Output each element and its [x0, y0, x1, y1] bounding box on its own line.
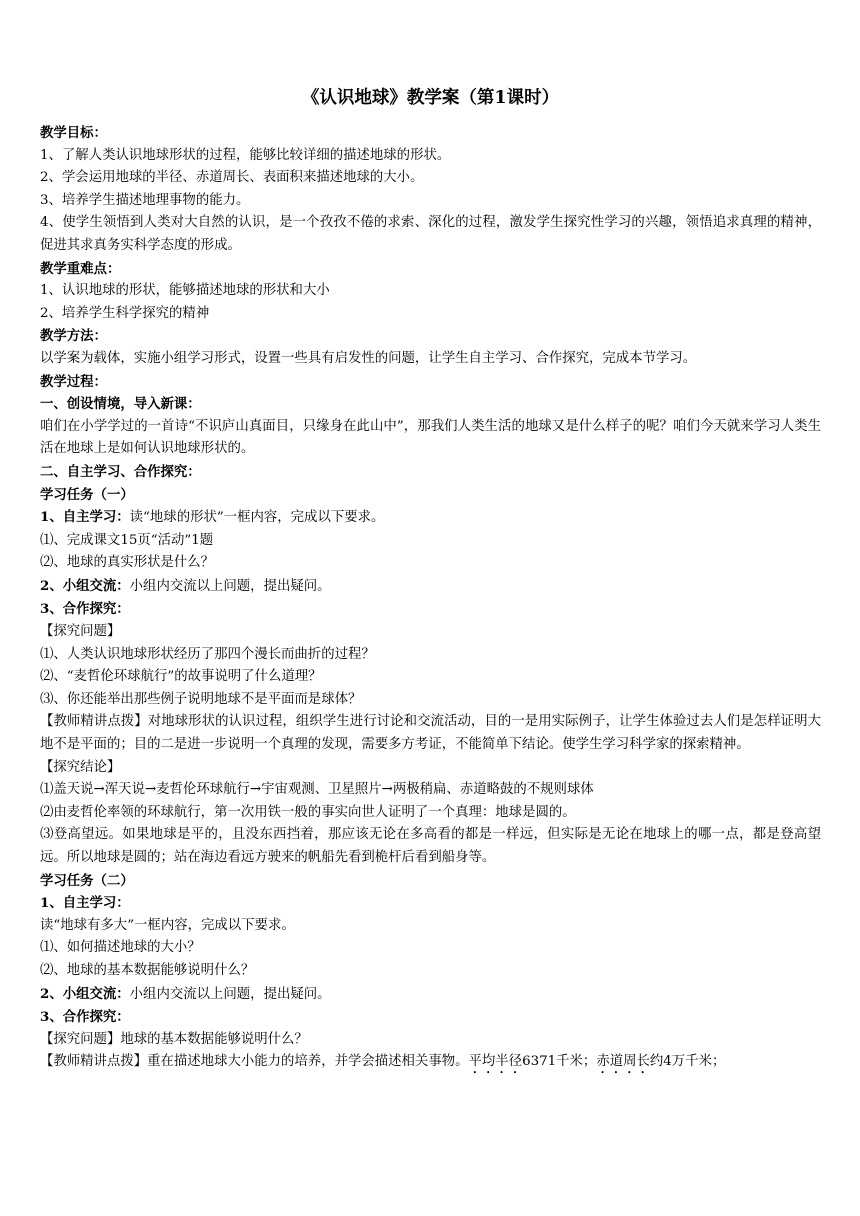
task2-step1: 1、自主学习：: [40, 895, 130, 912]
step-text: 小组内交流以上问题，提出疑问。: [129, 986, 331, 1002]
key-point-item: 2、培养学生科学探究的精神: [40, 305, 210, 321]
goal-item: 3、培养学生描述地理事物的能力。: [40, 192, 250, 208]
method-text: 以学案为载体，实施小组学习形式，设置一些具有启发性的问题，让学生自主学习、合作探究，完成本节学习。: [40, 350, 697, 366]
task2-step3: 3、合作探究：: [40, 1009, 130, 1026]
conclusion-item: ⑵由麦哲伦率领的环球航行，第一次用铁一般的事实向世人证明了一个真理：地球是圆的。: [40, 804, 576, 820]
teacher-guidance: [40, 711, 821, 756]
step-label: 1、自主学习：: [40, 509, 130, 526]
teacher-label: 【教师精讲点拨】: [40, 1054, 148, 1070]
goal-item: 2、学会运用地球的半径、赤道周长、表面积来描述地球的大小。: [40, 170, 424, 186]
conclusion-label: 【探究结论】: [40, 759, 121, 775]
term-value: 约4万千米；: [649, 1054, 726, 1070]
task1-step1-item: ⑴、完成课文15页“活动”1题: [40, 532, 214, 548]
document-body: [40, 86, 821, 1077]
teacher-label: 【教师精讲点拨】: [40, 714, 148, 730]
task1-heading: 学习任务（一）: [40, 486, 134, 503]
question-item: ⑶、你还能举出那些例子说明地球不是平面而是球体？: [40, 691, 362, 707]
questions-label: 【探究问题】: [40, 624, 121, 640]
task2-step2: [40, 983, 821, 1007]
step-label: 2、小组交流：: [40, 985, 130, 1002]
emphasized-term: 赤道周长: [596, 1054, 650, 1070]
step-text: 读“地球的形状”一框内容，完成以下要求。: [129, 510, 385, 526]
task2-step1-item: ⑴、如何描述地球的大小？: [40, 940, 201, 956]
process-heading: 教学过程：: [40, 373, 107, 390]
part2-heading: 二、自主学习、合作探究：: [40, 463, 201, 480]
term-value: 6371千米；: [522, 1054, 597, 1070]
task2-question: [40, 1029, 821, 1052]
questions-label: 【探究问题】: [40, 1031, 121, 1047]
task2-heading: 学习任务（二）: [40, 872, 134, 889]
task1-step3: 3、合作探究：: [40, 601, 130, 618]
conclusion-item: ⑶登高望远。如果地球是平的，且没东西挡着，那应该无论在多高看的都是一样远，但实际是无论在地球上的哪一点，都是登高望远。所以地球是圆的；站在海边看远方驶来的帆船先看到桅杆后看到船身等。: [40, 827, 821, 865]
task2-teacher-guidance: [40, 1051, 821, 1077]
question-item: ⑴、人类认识地球形状经历了那四个漫长而曲折的过程？: [40, 646, 375, 662]
task2-step1-text: 读“地球有多大”一框内容，完成以下要求。: [40, 917, 295, 933]
teacher-text: 重在描述地球大小能力的培养，并学会描述相关事物。: [147, 1054, 469, 1070]
task1-step1-item: ⑵、地球的真实形状是什么？: [40, 555, 215, 571]
key-point-item: 1、认识地球的形状，能够描述地球的形状和大小: [40, 283, 330, 299]
step-label: 2、小组交流：: [40, 577, 130, 594]
task1-step2: [40, 575, 821, 599]
task1-step1: [40, 506, 821, 530]
part1-text: 咱们在小学学过的一首诗“不识庐山真面目，只缘身在此山中”，那我们人类生活的地球又是什么样子的呢？咱们今天就来学习人类生活在地球上是如何认识地球形状的。: [40, 418, 821, 457]
teacher-text: 对地球形状的认识过程，组织学生进行讨论和交流活动，目的一是用实际例子，让学生体验过去人们是怎样证明大地不是平面的；目的二是进一步说明一个真理的发现，需要多方考证，不能简单下结论。使学生学习科学家的探索精神。: [40, 714, 821, 753]
emphasized-term: 平均半径: [468, 1054, 523, 1070]
page-title: 《认识地球》教学案（第1课时）: [301, 88, 560, 108]
question-text: 地球的基本数据能够说明什么？: [120, 1031, 308, 1047]
task2-step1-item: ⑵、地球的基本数据能够说明什么？: [40, 962, 255, 978]
goal-item: 4、使学生领悟到人类对大自然的认识，是一个孜孜不倦的求索、深化的过程，激发学生探究性学习的兴趣，领悟追求真理的精神，促进其求真务实科学态度的形成。: [40, 215, 821, 253]
goals-heading: 教学目标：: [40, 125, 107, 141]
key-points-heading: 教学重难点：: [40, 260, 121, 277]
step-text: 小组内交流以上问题，提出疑问。: [129, 578, 331, 594]
goal-item: 1、了解人类认识地球形状的过程，能够比较详细的描述地球的形状。: [40, 147, 451, 163]
method-heading: 教学方法：: [40, 328, 107, 345]
conclusion-item: ⑴盖天说→浑天说→麦哲伦环球航行→宇宙观测、卫星照片→两极稍扁、赤道略鼓的不规则球体: [40, 782, 594, 798]
part1-heading: 一、创设情境，导入新课：: [40, 396, 201, 413]
question-item: ⑵、“麦哲伦环球航行”的故事说明了什么道理？: [40, 669, 322, 685]
